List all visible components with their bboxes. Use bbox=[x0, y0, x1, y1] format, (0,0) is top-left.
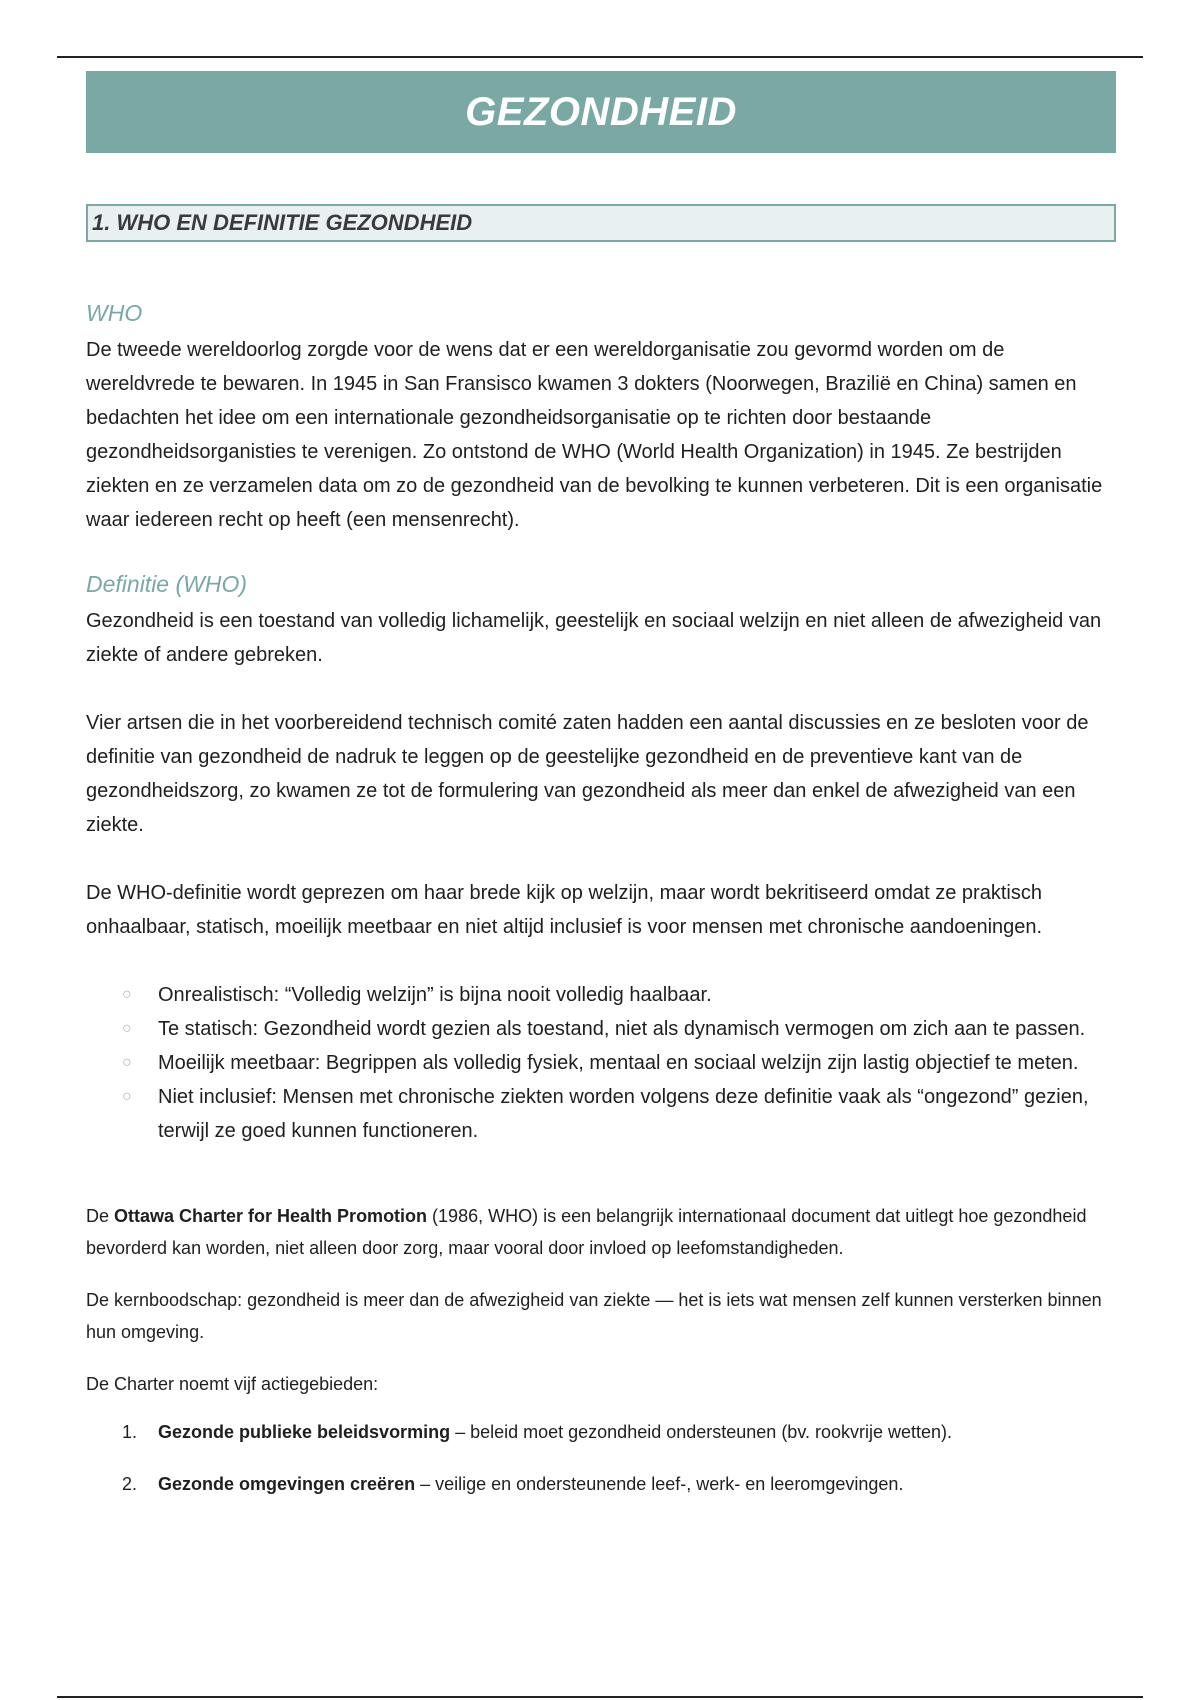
action-title: Gezonde omgevingen creëren bbox=[158, 1474, 416, 1494]
list-number: 2. bbox=[122, 1474, 138, 1494]
list-item bbox=[86, 978, 1116, 1012]
title-banner bbox=[86, 71, 1116, 153]
list-item bbox=[86, 1012, 1116, 1046]
definitie-paragraph-2: Vier artsen die in het voorbereidend technisch comité zaten hadden een aantal discussies en ze besloten voor de definitie van gezondheid de nadruk te leggen op de geestelijke gezondheid en de preventieve kant van de gezondheidszorg, zo kwamen ze tot de formulering van gezondheid als meer dan enkel de afwezigheid van een ziekte. bbox=[86, 712, 1089, 836]
circle-bullet-icon: ○ bbox=[122, 986, 132, 1003]
circle-bullet-icon: ○ bbox=[122, 1054, 132, 1071]
section-heading-box bbox=[86, 204, 1116, 242]
document-page bbox=[86, 71, 1116, 1520]
criticism-list bbox=[86, 978, 1116, 1148]
ottawa-charter-name: Ottawa Charter for Health Promotion bbox=[114, 1206, 428, 1226]
action-areas-list bbox=[86, 1416, 1116, 1500]
who-paragraph: De tweede wereldoorlog zorgde voor de wens dat er een wereldorganisatie zou gevormd worden om de wereldvrede te bewaren. In 1945 in San Fransisco kwamen 3 dokters (Noorwegen, Brazilië en China) samen en bedachten het idee om een internationale gezondheidsorganisatie op te richten door bestaande gezondheidsorganisties te verenigen. Zo ontstond de WHO (World Health Organization) in 1945. Ze bestrijden ziekten en ze verzamelen data om zo de gezondheid van de bevolking te kunnen verbeteren. Dit is een organisatie waar iedereen recht op heeft (een mensenrecht). bbox=[86, 339, 1103, 531]
kernboodschap-paragraph: De kernboodschap: gezondheid is meer dan de afwezigheid van ziekte — het is iets wat mensen zelf kunnen versterken binnen hun omgeving. bbox=[86, 1290, 1102, 1342]
who-heading: WHO bbox=[86, 300, 143, 326]
charter-intro: De Charter noemt vijf actiegebieden: bbox=[86, 1374, 379, 1394]
list-item bbox=[86, 1416, 1116, 1448]
ottawa-paragraph bbox=[86, 1200, 1116, 1264]
circle-bullet-icon: ○ bbox=[122, 1088, 132, 1105]
list-item bbox=[86, 1468, 1116, 1500]
list-item-text: Te statisch: Gezondheid wordt gezien als toestand, niet als dynamisch vermogen om zich aan te passen. bbox=[158, 1018, 1086, 1040]
action-text: – veilige en ondersteunende leef-, werk- en leeromgevingen. bbox=[415, 1474, 904, 1494]
ottawa-prefix: De bbox=[86, 1206, 115, 1226]
top-rule bbox=[57, 56, 1143, 58]
list-item-text: Moeilijk meetbaar: Begrippen als volledig fysiek, mentaal en sociaal welzijn zijn lastig objectief te meten. bbox=[158, 1052, 1079, 1074]
definitie-paragraph-1: Gezondheid is een toestand van volledig lichamelijk, geestelijk en sociaal welzijn en niet alleen de afwezigheid van ziekte of andere gebreken. bbox=[86, 610, 1102, 666]
list-number: 1. bbox=[122, 1422, 138, 1442]
page-title: GEZONDHEID bbox=[465, 89, 737, 134]
action-text: – beleid moet gezondheid ondersteunen (bv. rookvrije wetten). bbox=[450, 1422, 953, 1442]
action-title: Gezonde publieke beleidsvorming bbox=[158, 1422, 451, 1442]
section-heading: 1. WHO EN DEFINITIE GEZONDHEID bbox=[92, 210, 473, 235]
list-item-text: Onrealistisch: “Volledig welzijn” is bijna nooit volledig haalbaar. bbox=[158, 984, 712, 1006]
list-item bbox=[86, 1080, 1116, 1148]
circle-bullet-icon: ○ bbox=[122, 1020, 132, 1037]
list-item-text: Niet inclusief: Mensen met chronische ziekten worden volgens deze definitie vaak als “ongezond” gezien, terwijl ze goed kunnen functioneren. bbox=[158, 1086, 1089, 1142]
ottawa-suffix: (1986, WHO) is een belangrijk internationaal document dat uitlegt hoe gezondheid bevorderd kan worden, niet alleen door zorg, maar vooral door invloed op leefomstandigheden. bbox=[86, 1206, 1087, 1258]
bottom-rule bbox=[57, 1696, 1143, 1698]
definitie-heading: Definitie (WHO) bbox=[86, 571, 248, 597]
definitie-paragraph-3: De WHO-definitie wordt geprezen om haar brede kijk op welzijn, maar wordt bekritiseerd omdat ze praktisch onhaalbaar, statisch, moeilijk meetbaar en niet altijd inclusief is voor mensen met chronische aandoeningen. bbox=[86, 882, 1043, 938]
list-item bbox=[86, 1046, 1116, 1080]
